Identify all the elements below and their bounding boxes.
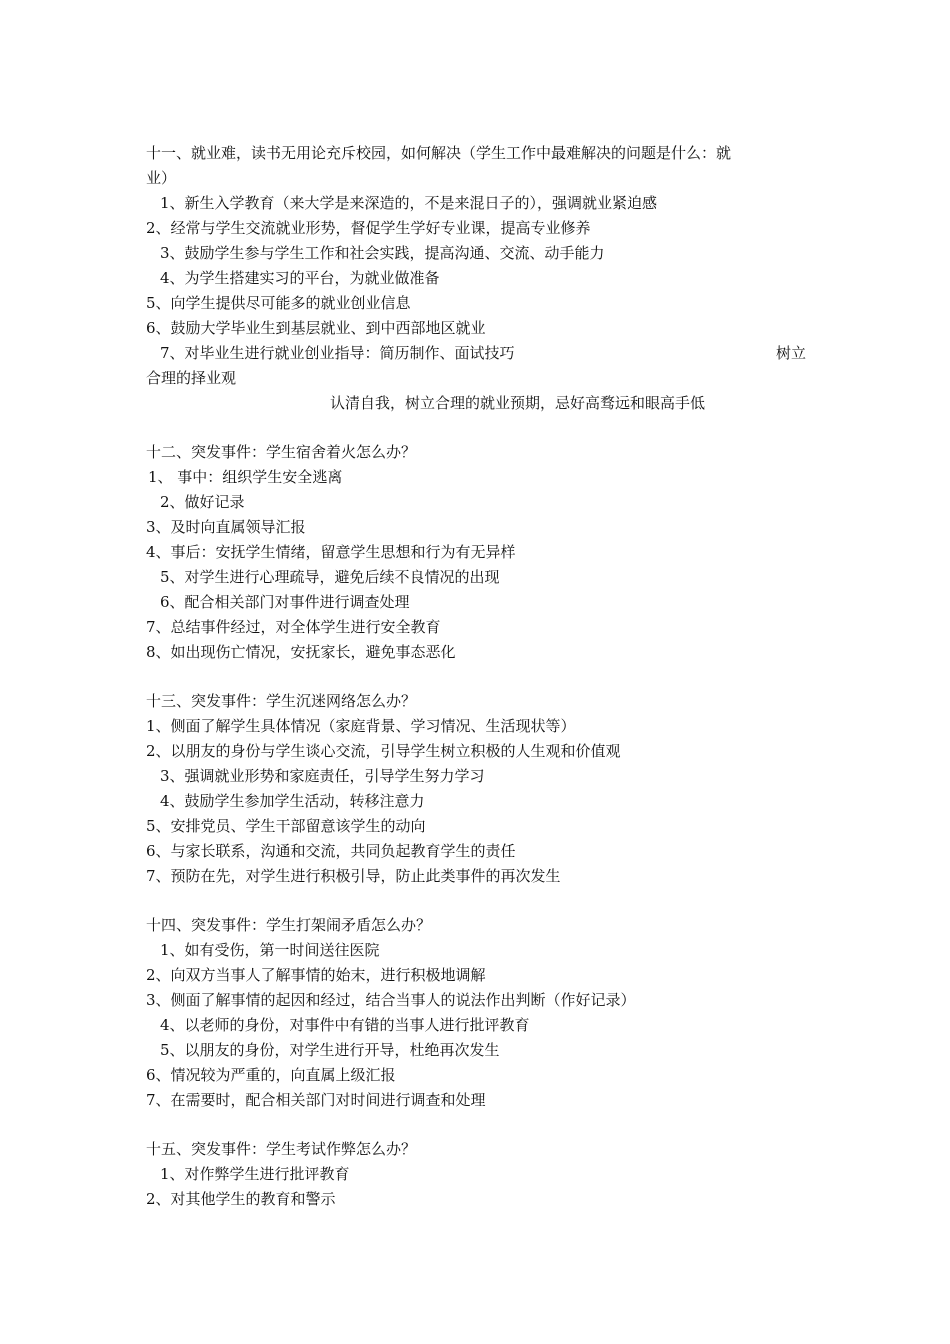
section-13-heading: 十三、突发事件：学生沉迷网络怎么办？ bbox=[146, 692, 417, 710]
list-item: 2、经常与学生交流就业形势，督促学生学好专业课，提高专业修养 bbox=[146, 219, 591, 237]
list-item: 6、与家长联系，沟通和交流，共同负起教育学生的责任 bbox=[146, 842, 516, 860]
list-item: 1、如有受伤，第一时间送往医院 bbox=[160, 941, 380, 959]
list-item: 2、以朋友的身份与学生谈心交流，引导学生树立积极的人生观和价值观 bbox=[146, 742, 621, 760]
list-item: 3、侧面了解事情的起因和经过，结合当事人的说法作出判断（作好记录） bbox=[146, 991, 636, 1009]
list-item: 4、事后：安抚学生情绪，留意学生思想和行为有无异样 bbox=[146, 543, 516, 561]
section-11-heading: 十一、就业难，读书无用论充斥校园，如何解决（学生工作中最难解决的问题是什么：就 bbox=[146, 144, 732, 162]
list-item: 3、强调就业形势和家庭责任，引导学生努力学习 bbox=[160, 767, 485, 785]
list-item: 6、情况较为严重的，向直属上级汇报 bbox=[146, 1066, 396, 1084]
list-item: 3、及时向直属领导汇报 bbox=[146, 518, 306, 536]
section-15-heading: 十五、突发事件：学生考试作弊怎么办？ bbox=[146, 1140, 417, 1158]
list-item: 5、对学生进行心理疏导，避免后续不良情况的出现 bbox=[160, 568, 500, 586]
list-item: 4、为学生搭建实习的平台，为就业做准备 bbox=[160, 269, 440, 287]
section-12-heading: 十二、突发事件：学生宿舍着火怎么办？ bbox=[146, 443, 417, 461]
list-item: 4、鼓励学生参加学生活动，转移注意力 bbox=[160, 792, 425, 810]
list-item: 6、配合相关部门对事件进行调查处理 bbox=[160, 593, 410, 611]
list-item-extra: 认清自我，树立合理的就业预期，忌好高骛远和眼高手低 bbox=[330, 394, 706, 412]
list-item: 5、以朋友的身份，对学生进行开导，杜绝再次发生 bbox=[160, 1041, 500, 1059]
list-item-right-text: 树立 bbox=[776, 344, 807, 362]
list-item: 3、鼓励学生参与学生工作和社会实践，提高沟通、交流、动手能力 bbox=[160, 244, 605, 262]
list-item: 7、对毕业生进行就业创业指导：简历制作、面试技巧 bbox=[160, 344, 515, 362]
list-item: 8、如出现伤亡情况，安抚家长，避免事态恶化 bbox=[146, 643, 456, 661]
list-item: 4、以老师的身份，对事件中有错的当事人进行批评教育 bbox=[160, 1016, 530, 1034]
list-item: 1、新生入学教育（来大学是来深造的，不是来混日子的），强调就业紧迫感 bbox=[160, 194, 658, 212]
list-item: 5、安排党员、学生干部留意该学生的动向 bbox=[146, 817, 426, 835]
list-item: 7、总结事件经过，对全体学生进行安全教育 bbox=[146, 618, 441, 636]
list-item: 1、侧面了解学生具体情况（家庭背景、学习情况、生活现状等） bbox=[146, 717, 576, 735]
list-item: 7、在需要时，配合相关部门对时间进行调查和处理 bbox=[146, 1091, 486, 1109]
list-item: 1、对作弊学生进行批评教育 bbox=[160, 1165, 350, 1183]
list-item-cont: 合理的择业观 bbox=[146, 369, 237, 387]
list-item: 6、鼓励大学毕业生到基层就业、到中西部地区就业 bbox=[146, 319, 486, 337]
list-item: 5、向学生提供尽可能多的就业创业信息 bbox=[146, 294, 411, 312]
list-item: 2、向双方当事人了解事情的始末，进行积极地调解 bbox=[146, 966, 486, 984]
section-14-heading: 十四、突发事件：学生打架闹矛盾怎么办？ bbox=[146, 916, 432, 934]
list-item: 1、 事中：组织学生安全逃离 bbox=[148, 468, 343, 486]
list-item: 2、做好记录 bbox=[160, 493, 245, 511]
section-11-heading-cont: 业） bbox=[146, 169, 177, 187]
list-item: 7、预防在先，对学生进行积极引导，防止此类事件的再次发生 bbox=[146, 867, 561, 885]
list-item: 2、对其他学生的教育和警示 bbox=[146, 1190, 336, 1208]
